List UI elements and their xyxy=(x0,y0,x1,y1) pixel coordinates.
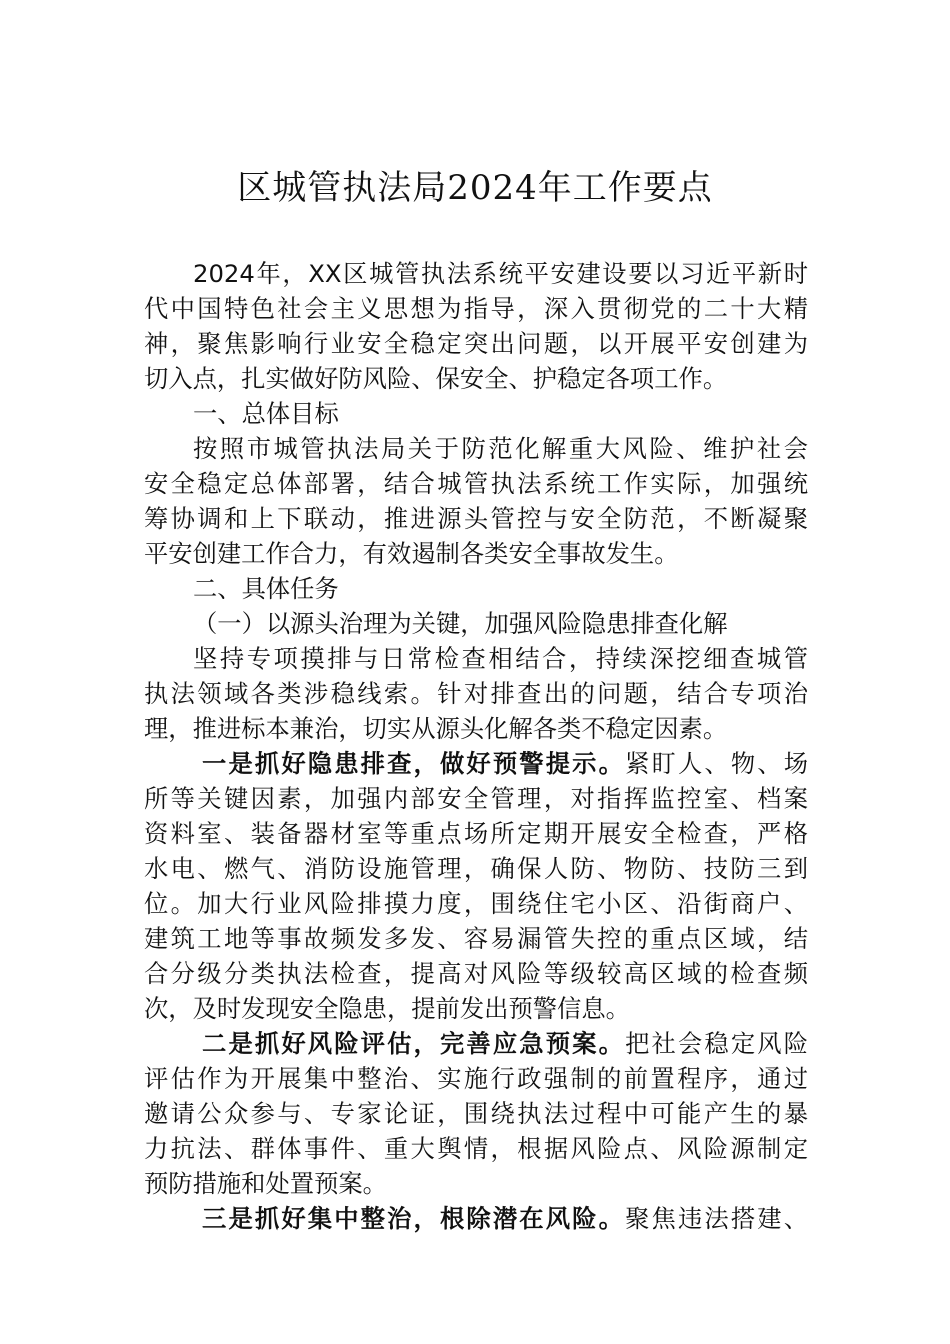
paragraph-line: 执法领域各类涉稳线索。针对排查出的问题，结合专项治 xyxy=(144,679,808,708)
task-heading-bold: 三是抓好集中整治，根除潜在风险。 xyxy=(202,1204,626,1233)
paragraph-line: 切入点，扎实做好防风险、保安全、护稳定各项工作。 xyxy=(144,364,728,393)
paragraph-line: 所等关键因素，加强内部安全管理，对指挥监控室、档案 xyxy=(144,784,808,813)
section-heading-overall-goal: 一、总体目标 xyxy=(193,399,339,428)
paragraph-line: 筹协调和上下联动，推进源头管控与安全防范，不断凝聚 xyxy=(144,504,808,533)
paragraph-line: 位。加大行业风险排摸力度，围绕住宅小区、沿街商户、 xyxy=(144,889,808,918)
task-heading-text: 紧盯人、物、场 xyxy=(625,749,808,778)
task-item-line xyxy=(144,746,808,781)
paragraph-line: 理，推进标本兼治，切实从源头化解各类不稳定因素。 xyxy=(144,714,728,743)
section-heading-specific-tasks: 二、具体任务 xyxy=(193,574,339,603)
paragraph-line: 预防措施和处置预案。 xyxy=(144,1169,387,1198)
paragraph-line: 平安创建工作合力，有效遏制各类安全事故发生。 xyxy=(144,539,679,568)
task-heading-bold: 一是抓好隐患排查，做好预警提示。 xyxy=(202,749,626,778)
task-item-line xyxy=(144,1026,808,1061)
document-body xyxy=(144,256,808,1236)
paragraph-line: 建筑工地等事故频发多发、容易漏管失控的重点区域，结 xyxy=(144,924,808,953)
paragraph-line: 合分级分类执法检查，提高对风险等级较高区域的检查频 xyxy=(144,959,808,988)
task-item-line xyxy=(144,1201,808,1236)
paragraph-line: 邀请公众参与、专家论证，围绕执法过程中可能产生的暴 xyxy=(144,1099,808,1128)
task-heading-text: 把社会稳定风险 xyxy=(625,1029,808,1058)
document-title: 区城管执法局2024年工作要点 xyxy=(237,168,713,208)
paragraph-line: 安全稳定总体部署，结合城管执法系统工作实际，加强统 xyxy=(144,469,808,498)
paragraph-line: 次，及时发现安全隐患，提前发出预警信息。 xyxy=(144,994,630,1023)
paragraph-line: 坚持专项摸排与日常检查相结合，持续深挖细查城管 xyxy=(193,644,808,673)
paragraph-line: 按照市城管执法局关于防范化解重大风险、维护社会 xyxy=(193,434,808,463)
paragraph-line: 资料室、装备器材室等重点场所定期开展安全检查，严格 xyxy=(144,819,808,848)
task-heading-bold: 二是抓好风险评估，完善应急预案。 xyxy=(202,1029,626,1058)
paragraph-line: 代中国特色社会主义思想为指导，深入贯彻党的二十大精 xyxy=(144,294,808,323)
paragraph-line: 评估作为开展集中整治、实施行政强制的前置程序，通过 xyxy=(144,1064,808,1093)
paragraph-line: 力抗法、群体事件、重大舆情，根据风险点、风险源制定 xyxy=(144,1134,808,1163)
subsection-heading-source-governance: （一）以源头治理为关键，加强风险隐患排查化解 xyxy=(193,609,728,638)
paragraph-line: 神，聚焦影响行业安全稳定突出问题，以开展平安创建为 xyxy=(144,329,808,358)
paragraph-line: 2024年，XX区城管执法系统平安建设要以习近平新时 xyxy=(193,259,808,288)
paragraph-line: 水电、燃气、消防设施管理，确保人防、物防、技防三到 xyxy=(144,854,808,883)
task-heading-text: 聚焦违法搭建、 xyxy=(625,1204,808,1233)
